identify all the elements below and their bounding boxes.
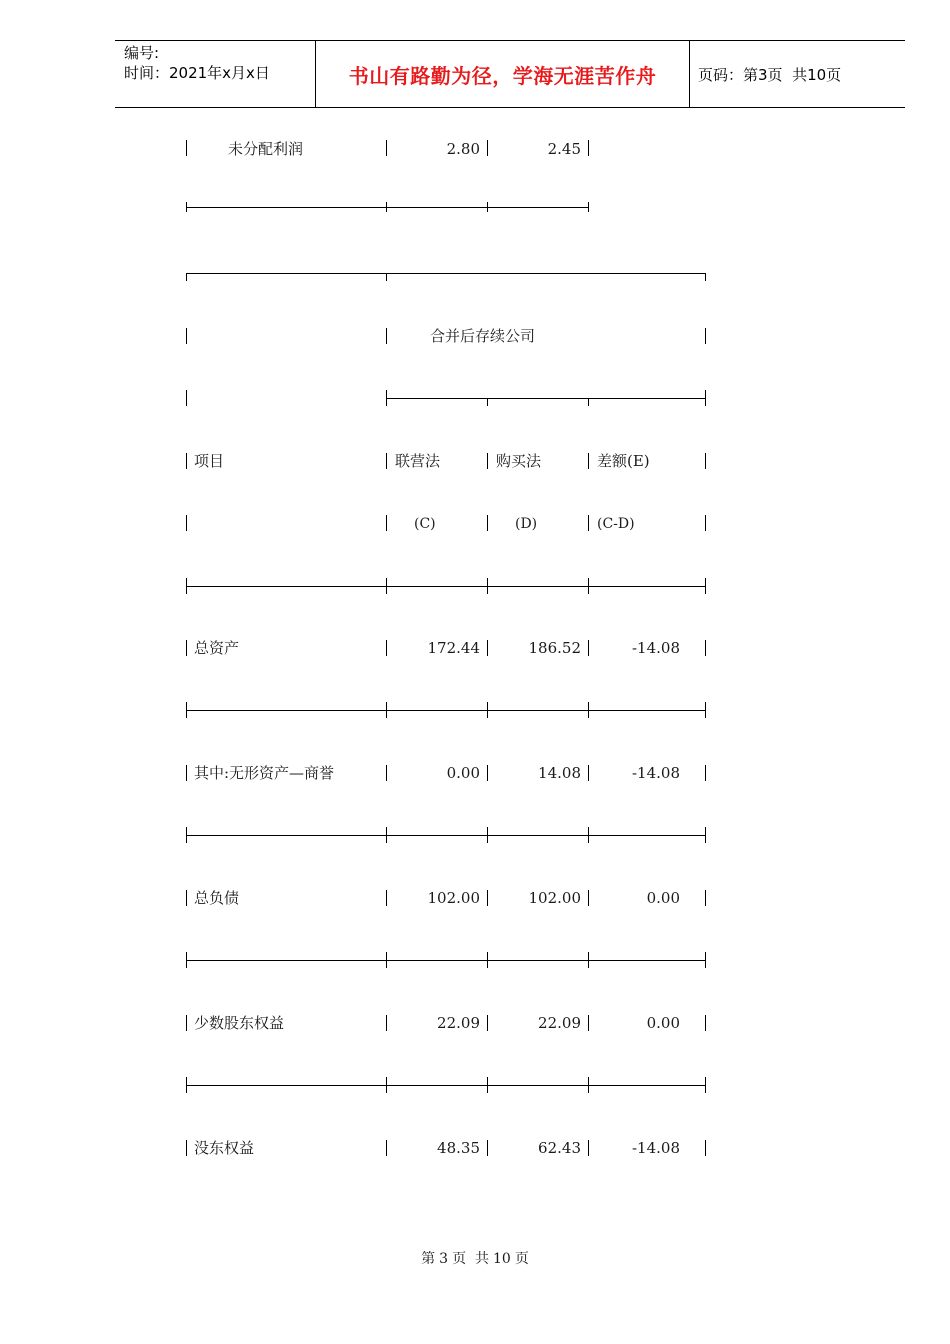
rule-joint (487, 578, 488, 594)
footer-total-pages: 10 (493, 1251, 511, 1267)
column-divider (487, 515, 488, 531)
footer-current-page: 3 (439, 1251, 449, 1267)
row-value-diff: 0.00 (646, 1014, 680, 1032)
border-right (705, 640, 706, 656)
rule-joint (705, 578, 706, 594)
column-header-pooling: 联营法 (395, 452, 441, 470)
border-left (186, 453, 187, 469)
column-divider (588, 890, 589, 906)
footer-suffix: 页 (514, 1251, 529, 1267)
rule-joint (186, 827, 187, 843)
column-divider (386, 765, 387, 781)
top-table-row-d: 2.45 (547, 140, 581, 158)
top-table-row-c: 2.80 (446, 140, 480, 158)
rule-joint (588, 398, 589, 406)
rule-joint (588, 827, 589, 843)
rule-joint (386, 578, 387, 594)
rule-joint (186, 1077, 187, 1093)
row-rule (186, 710, 705, 711)
rule-joint (588, 1077, 589, 1093)
header-page-info: 页码：第3页 共10页 (698, 66, 842, 84)
footer-prefix: 第 (421, 1251, 436, 1267)
rule-joint (386, 202, 387, 212)
row-value-pooling: 22.09 (437, 1014, 480, 1032)
header-divider-right (689, 40, 690, 107)
column-divider (588, 515, 589, 531)
rule-joint (186, 273, 187, 281)
border-right (705, 453, 706, 469)
rule-joint (705, 273, 706, 281)
border-left (186, 1015, 187, 1031)
row-value-purchase: 62.43 (538, 1139, 581, 1157)
main-table-top-rule (186, 273, 705, 274)
top-table-divider (487, 140, 488, 156)
column-divider (588, 453, 589, 469)
row-rule (186, 960, 705, 961)
row-value-diff: -14.08 (631, 764, 680, 782)
column-header-item: 项目 (194, 452, 225, 470)
row-label: 没东权益 (194, 1139, 255, 1157)
top-table-border-right (588, 140, 589, 156)
rule-joint (705, 390, 706, 406)
header-top-rule (115, 40, 905, 41)
row-value-purchase: 102.00 (528, 889, 581, 907)
rule-joint (487, 398, 488, 406)
column-divider (386, 1015, 387, 1031)
rule-joint (386, 952, 387, 968)
column-code-diff: (C-D) (597, 516, 635, 532)
rule-joint (186, 702, 187, 718)
border-left (186, 1140, 187, 1156)
border-left (186, 890, 187, 906)
column-divider (588, 1140, 589, 1156)
column-divider (386, 1140, 387, 1156)
rule-joint (386, 827, 387, 843)
border-left (186, 640, 187, 656)
header-bottom-rule (115, 107, 905, 108)
row-value-pooling: 48.35 (437, 1139, 480, 1157)
rule-joint (386, 1077, 387, 1093)
column-code-pooling: (C) (414, 516, 436, 532)
row-value-purchase: 14.08 (538, 764, 581, 782)
row-value-pooling: 102.00 (427, 889, 480, 907)
column-divider (487, 640, 488, 656)
column-divider (487, 1140, 488, 1156)
header-rule (186, 586, 705, 587)
top-table-divider (386, 140, 387, 156)
row-label: 其中:无形资产—商誉 (194, 764, 335, 782)
rule-joint (186, 202, 187, 212)
row-label: 总资产 (194, 639, 240, 657)
row-value-pooling: 0.00 (446, 764, 480, 782)
row-rule (186, 835, 705, 836)
column-divider (487, 890, 488, 906)
row-rule (186, 1085, 705, 1086)
rule-joint (588, 952, 589, 968)
rule-joint (487, 1077, 488, 1093)
row-label: 总负债 (194, 889, 240, 907)
rule-joint (705, 1077, 706, 1093)
row-label: 少数股东权益 (194, 1014, 285, 1032)
rule-joint (186, 578, 187, 594)
border-left (186, 515, 187, 531)
row-value-diff: 0.00 (646, 889, 680, 907)
footer-middle: 页 共 (452, 1251, 489, 1267)
header-meta (124, 43, 270, 83)
rule-joint (588, 202, 589, 212)
column-divider (386, 890, 387, 906)
border-left (186, 328, 187, 344)
rule-joint (186, 952, 187, 968)
document-time: 时间：2021年x月x日 (124, 64, 270, 82)
row-value-purchase: 186.52 (528, 639, 581, 657)
group-header-rule (386, 398, 705, 399)
border-right (705, 890, 706, 906)
column-divider (588, 1015, 589, 1031)
column-divider (386, 453, 387, 469)
column-divider (386, 328, 387, 344)
column-divider (487, 765, 488, 781)
border-left (186, 390, 187, 406)
column-header-diff: 差额(E) (597, 452, 650, 470)
top-table-bottom-rule (186, 207, 588, 208)
rule-joint (487, 827, 488, 843)
rule-joint (487, 952, 488, 968)
row-value-pooling: 172.44 (427, 639, 480, 657)
top-table-row-label: 未分配利润 (228, 140, 304, 158)
border-right (705, 765, 706, 781)
column-header-purchase: 购买法 (496, 452, 542, 470)
column-divider (487, 453, 488, 469)
rule-joint (487, 202, 488, 212)
rule-joint (487, 702, 488, 718)
document-number: 编号: (124, 44, 160, 62)
border-right (705, 328, 706, 344)
group-header: 合并后存续公司 (430, 327, 536, 345)
row-value-purchase: 22.09 (538, 1014, 581, 1032)
rule-joint (705, 952, 706, 968)
border-right (705, 515, 706, 531)
column-divider (386, 515, 387, 531)
rule-joint (386, 702, 387, 718)
column-divider (588, 640, 589, 656)
border-right (705, 1015, 706, 1031)
row-value-diff: -14.08 (631, 1139, 680, 1157)
rule-joint (705, 702, 706, 718)
border-left (186, 765, 187, 781)
top-table-border-left (186, 140, 187, 156)
column-divider (386, 640, 387, 656)
header-motto: 书山有路勤为径，学海无涯苦作舟 (348, 64, 657, 88)
rule-joint (386, 390, 387, 406)
column-divider (487, 1015, 488, 1031)
rule-joint (386, 273, 387, 281)
border-right (705, 1140, 706, 1156)
column-divider (588, 765, 589, 781)
rule-joint (588, 578, 589, 594)
rule-joint (705, 827, 706, 843)
page-footer (0, 1248, 950, 1268)
row-value-diff: -14.08 (631, 639, 680, 657)
column-code-purchase: (D) (515, 516, 538, 532)
rule-joint (588, 702, 589, 718)
